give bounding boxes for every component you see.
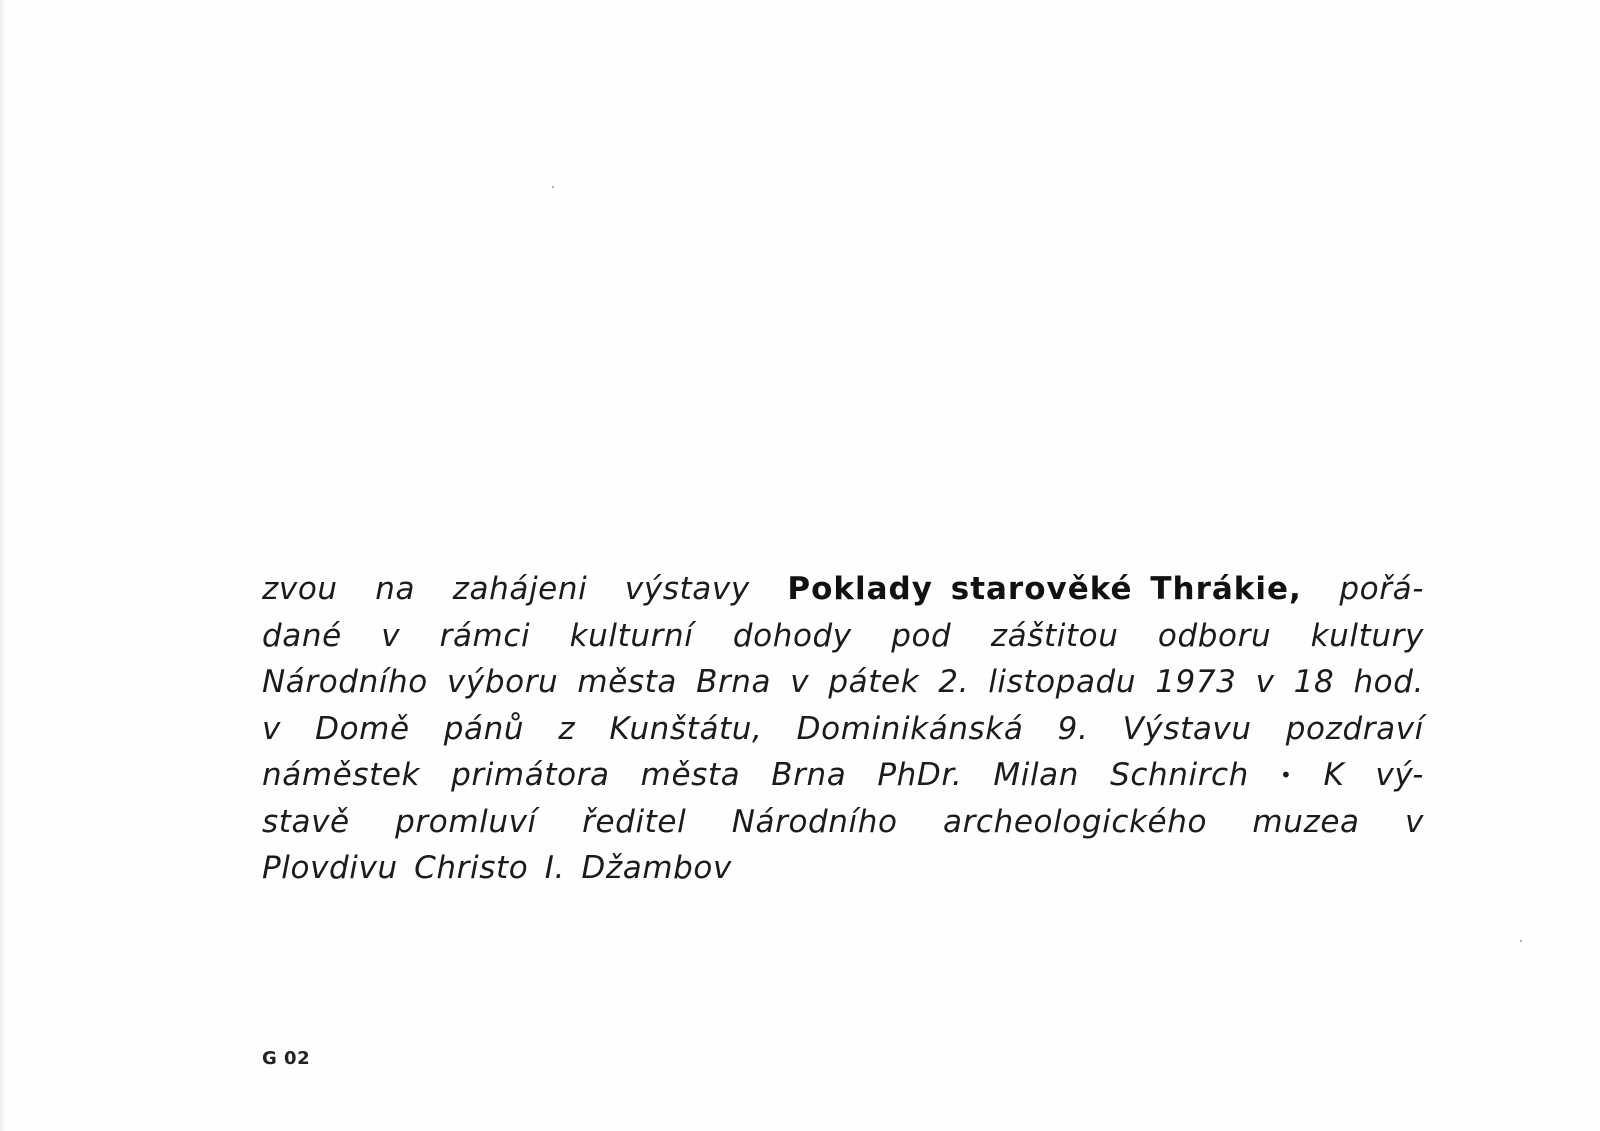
word: Brna [771, 757, 847, 793]
word: 18 [1293, 664, 1335, 700]
word: kultury [1310, 617, 1424, 654]
word: pánů [443, 710, 525, 747]
text-line-5 [262, 752, 1424, 799]
text-line-4 [262, 706, 1424, 753]
word: na [375, 571, 416, 607]
paper-speck [552, 186, 554, 188]
paper-speck [1520, 940, 1522, 942]
word: náměstek [262, 757, 421, 793]
word: v [381, 617, 401, 654]
word: v [1405, 803, 1424, 840]
word: z [558, 710, 576, 747]
word: stavě [262, 803, 350, 840]
word: Dominikánská [796, 710, 1024, 747]
word: listopadu [988, 664, 1137, 700]
word: výstavy [624, 571, 750, 607]
word: pořá- [1339, 571, 1424, 607]
word: odboru [1157, 617, 1272, 654]
word: pod [891, 617, 952, 654]
word: města [577, 664, 677, 700]
word: záštitou [990, 617, 1119, 654]
text-line-7 [262, 845, 1424, 892]
word: Národního [731, 803, 898, 840]
word: kulturní [569, 617, 694, 654]
text-line-1 [262, 566, 1424, 613]
text-line-2 [262, 613, 1424, 660]
word: K [1323, 757, 1345, 793]
word: hod. [1353, 664, 1424, 700]
word: 9. [1057, 710, 1089, 747]
word: archeologického [942, 803, 1208, 840]
print-code: G 02 [262, 1048, 311, 1069]
invitation-text [262, 566, 1424, 892]
word: v [262, 710, 281, 747]
word: Milan [993, 757, 1080, 793]
word: rámci [439, 617, 531, 654]
word: Výstavu [1122, 710, 1252, 747]
word: Brna [696, 664, 772, 700]
word: promluví [395, 803, 537, 840]
word: dané [262, 617, 342, 654]
word: Kunštátu, [609, 710, 763, 747]
word: v [1255, 664, 1275, 700]
word: 2. [938, 664, 970, 700]
text-line-3 [262, 659, 1424, 706]
word: města [640, 757, 741, 793]
word: Domě [315, 710, 410, 747]
word: PhDr. [877, 757, 963, 793]
word: zahájeni [452, 571, 588, 607]
bullet-separator: • [1279, 763, 1293, 787]
paper-edge-shadow [0, 0, 6, 1131]
word: muzea [1252, 803, 1360, 840]
word: primátora [451, 757, 610, 793]
word: ředitel [582, 803, 687, 840]
text-line-6 [262, 799, 1424, 846]
word: dohody [732, 617, 852, 654]
word: pozdraví [1285, 710, 1424, 747]
word: 1973 [1155, 664, 1237, 700]
word: Schnirch [1110, 757, 1249, 793]
word: Národního [262, 664, 428, 700]
word: Plovdivu Christo I. Džambov [262, 850, 732, 886]
word: zvou [262, 571, 338, 607]
word: pátek [828, 664, 920, 700]
word: výboru [446, 664, 559, 700]
word: v [790, 664, 810, 700]
exhibition-title: Poklady starověké Thrákie, [787, 571, 1302, 607]
word: vý- [1375, 757, 1424, 793]
